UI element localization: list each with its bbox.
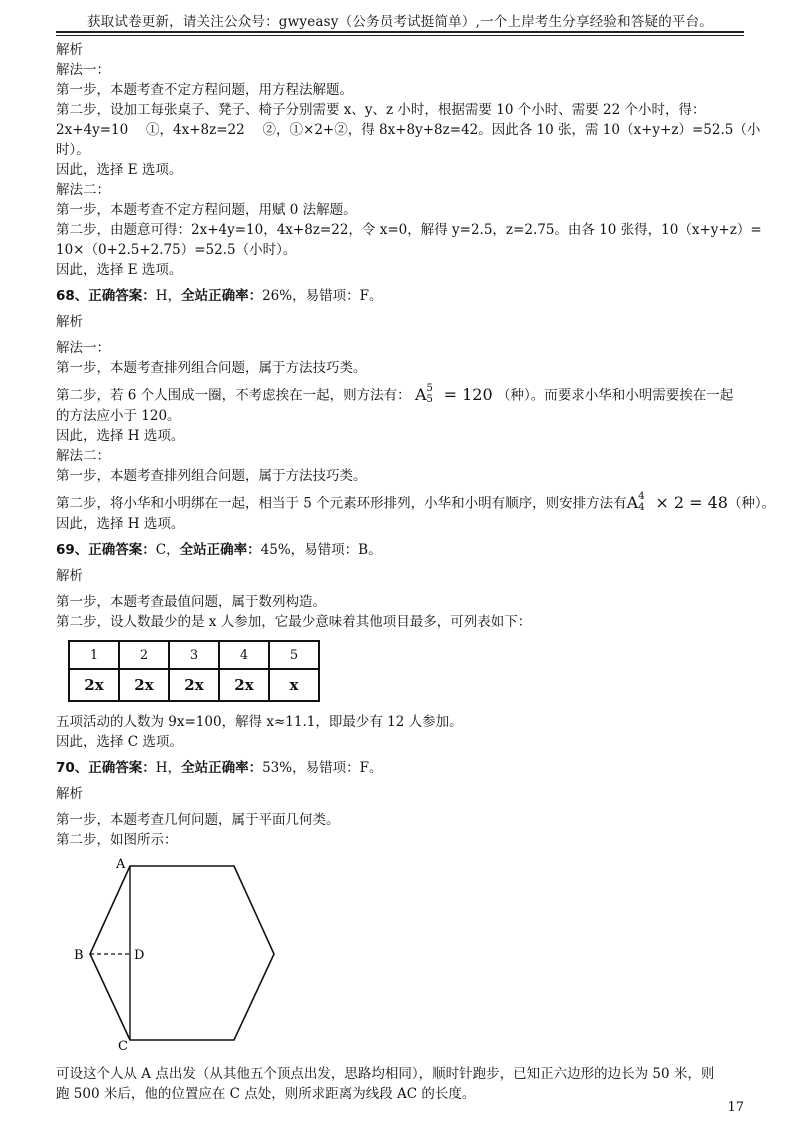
- text-line-with-formula: [56, 384, 746, 406]
- text-line-with-formula: [56, 491, 776, 514]
- text-line: 第一步，本题考查排列组合问题，属于方法技巧类。: [56, 468, 367, 484]
- text-line: 10×（0+2.5+2.75）=52.5（小时）。: [56, 242, 297, 258]
- rate-label: 全站正确率：: [181, 288, 263, 304]
- text-line: 解析: [56, 42, 83, 58]
- table-cell: 2: [119, 641, 169, 669]
- table-cell: 2x: [119, 669, 169, 701]
- page-header: 获取试卷更新，请关注公众号：gwyeasy（公务员考试挺简单）,一个上岸考生分享经验和答疑的平台。: [86, 14, 713, 30]
- point-label-b: B: [74, 948, 84, 963]
- table-cell: 2x: [69, 669, 119, 701]
- text-line: 解析: [56, 314, 83, 330]
- rate-value: 45%，易错项：B。: [260, 542, 382, 558]
- q68-section: [56, 286, 776, 534]
- permutation-formula: [627, 493, 728, 512]
- text-line: 第一步，本题考查不定方程问题，用赋 0 法解题。: [56, 202, 357, 218]
- text-line: 第一步，本题考查排列组合问题，属于方法技巧类。: [56, 360, 367, 376]
- document-body: [56, 40, 776, 1104]
- text-span: 第二步，若 6 个人围成一圈，不考虑挨在一起，则方法有：: [56, 387, 411, 404]
- table-row: [69, 641, 319, 669]
- text-line: 第二步，设人数最少的是 x 人参加，它最少意味着其他项目最多，可列表如下：: [56, 614, 532, 630]
- answer-value: H，: [155, 760, 182, 776]
- header-rule-thin: [56, 35, 744, 36]
- text-line: 时）。: [56, 142, 90, 158]
- answer-heading: [56, 758, 746, 778]
- text-span: 第二步，将小华和小明绑在一起，相当于 5 个元素环形排列，小华和小明有顺序，则安排方法有: [56, 495, 627, 512]
- text-line: 第一步，本题考查不定方程问题，用方程法解题。: [56, 82, 353, 98]
- answer-label: 69、正确答案：: [56, 542, 156, 558]
- activity-table: [68, 640, 320, 702]
- page-number: 17: [727, 1100, 744, 1115]
- formula-sup: 5: [426, 383, 433, 394]
- text-line: 第二步，由题意可得：2x+4y=10，4x+8z=22，令 x=0，解得 y=2.5，z=2.75。由各 10 张得，10（x+y+z）=: [56, 222, 762, 238]
- header-rule: [56, 31, 744, 33]
- hexagon-diagram: [66, 858, 296, 1050]
- answer-heading: [56, 540, 746, 560]
- hexagon-figure: [56, 858, 746, 1058]
- answer-heading: [56, 286, 746, 306]
- formula-rest: = 120: [438, 384, 493, 404]
- text-span: （种）。: [727, 495, 776, 512]
- text-line: 解析: [56, 568, 83, 584]
- answer-value: C，: [155, 542, 180, 558]
- formula-sub: 4: [638, 502, 645, 513]
- text-line: 因此，选择 H 选项。: [56, 428, 185, 444]
- point-label-d: D: [134, 948, 145, 963]
- text-line: 跑 500 米后，他的位置应在 C 点处，则所求距离为线段 AC 的长度。: [56, 1086, 476, 1102]
- formula-base: A: [626, 492, 639, 512]
- answer-label: 68、正确答案：: [56, 288, 156, 304]
- text-line: 第一步，本题考查几何问题，属于平面几何类。: [56, 812, 340, 828]
- table-row: [69, 669, 319, 701]
- text-span: （种）。而要求小华和小明需要挨在一起: [496, 387, 734, 404]
- formula-base: A: [414, 384, 427, 404]
- text-line: 解法一：: [56, 62, 110, 78]
- table-cell: x: [269, 669, 319, 701]
- rate-label: 全站正确率：: [181, 760, 263, 776]
- hexagon-shape: [90, 866, 274, 1040]
- rate-value: 26%，易错项：F。: [262, 288, 383, 304]
- answer-value: H，: [155, 288, 182, 304]
- formula-sub: 5: [426, 394, 433, 405]
- formula-sup: 4: [638, 491, 645, 502]
- text-line: 第二步，如图所示：: [56, 832, 178, 848]
- table-cell: 5: [269, 641, 319, 669]
- text-line: 2x+4y=10 ①，4x+8z=22 ②，①×2+②，得 8x+8y+8z=42。因此各 10 张，需 10（x+y+z）=52.5（小: [56, 122, 761, 138]
- text-line: 因此，选择 E 选项。: [56, 262, 183, 278]
- text-line: 因此，选择 E 选项。: [56, 162, 183, 178]
- text-line: 的方法应小于 120。: [56, 408, 181, 424]
- text-line: 可设这个人从 A 点出发（从其他五个顶点出发，思路均相同），顺时针跑步，已知正六边形的边长为 50 米，则: [56, 1066, 715, 1082]
- text-line: 第一步，本题考查最值问题，属于数列构造。: [56, 594, 326, 610]
- text-line: 解析: [56, 786, 83, 802]
- point-label-a: A: [116, 858, 126, 872]
- text-line: 解法一：: [56, 340, 110, 356]
- table-cell: 3: [169, 641, 219, 669]
- text-line: 第二步，设加工每张桌子、凳子、椅子分别需要 x、y、z 小时，根据需要 10 个小时、需要 22 个小时，得：: [56, 102, 706, 118]
- permutation-formula: [415, 385, 493, 404]
- q69-section: [56, 540, 746, 752]
- point-label-c: C: [118, 1039, 128, 1050]
- rate-label: 全站正确率：: [179, 542, 261, 558]
- table-cell: 2x: [169, 669, 219, 701]
- table-cell: 2x: [219, 669, 269, 701]
- table-cell: 4: [219, 641, 269, 669]
- text-line: 解法二：: [56, 448, 110, 464]
- formula-rest: × 2 = 48: [650, 492, 728, 512]
- q70-section: [56, 758, 746, 1104]
- table-cell: 1: [69, 641, 119, 669]
- text-line: 五项活动的人数为 9x=100，解得 x≈11.1，即最少有 12 人参加。: [56, 714, 463, 730]
- q67-solution: [56, 40, 762, 280]
- answer-label: 70、正确答案：: [56, 760, 156, 776]
- text-line: 解法二：: [56, 182, 110, 198]
- rate-value: 53%，易错项：F。: [262, 760, 383, 776]
- text-line: 因此，选择 C 选项。: [56, 734, 183, 750]
- text-line: 因此，选择 H 选项。: [56, 516, 185, 532]
